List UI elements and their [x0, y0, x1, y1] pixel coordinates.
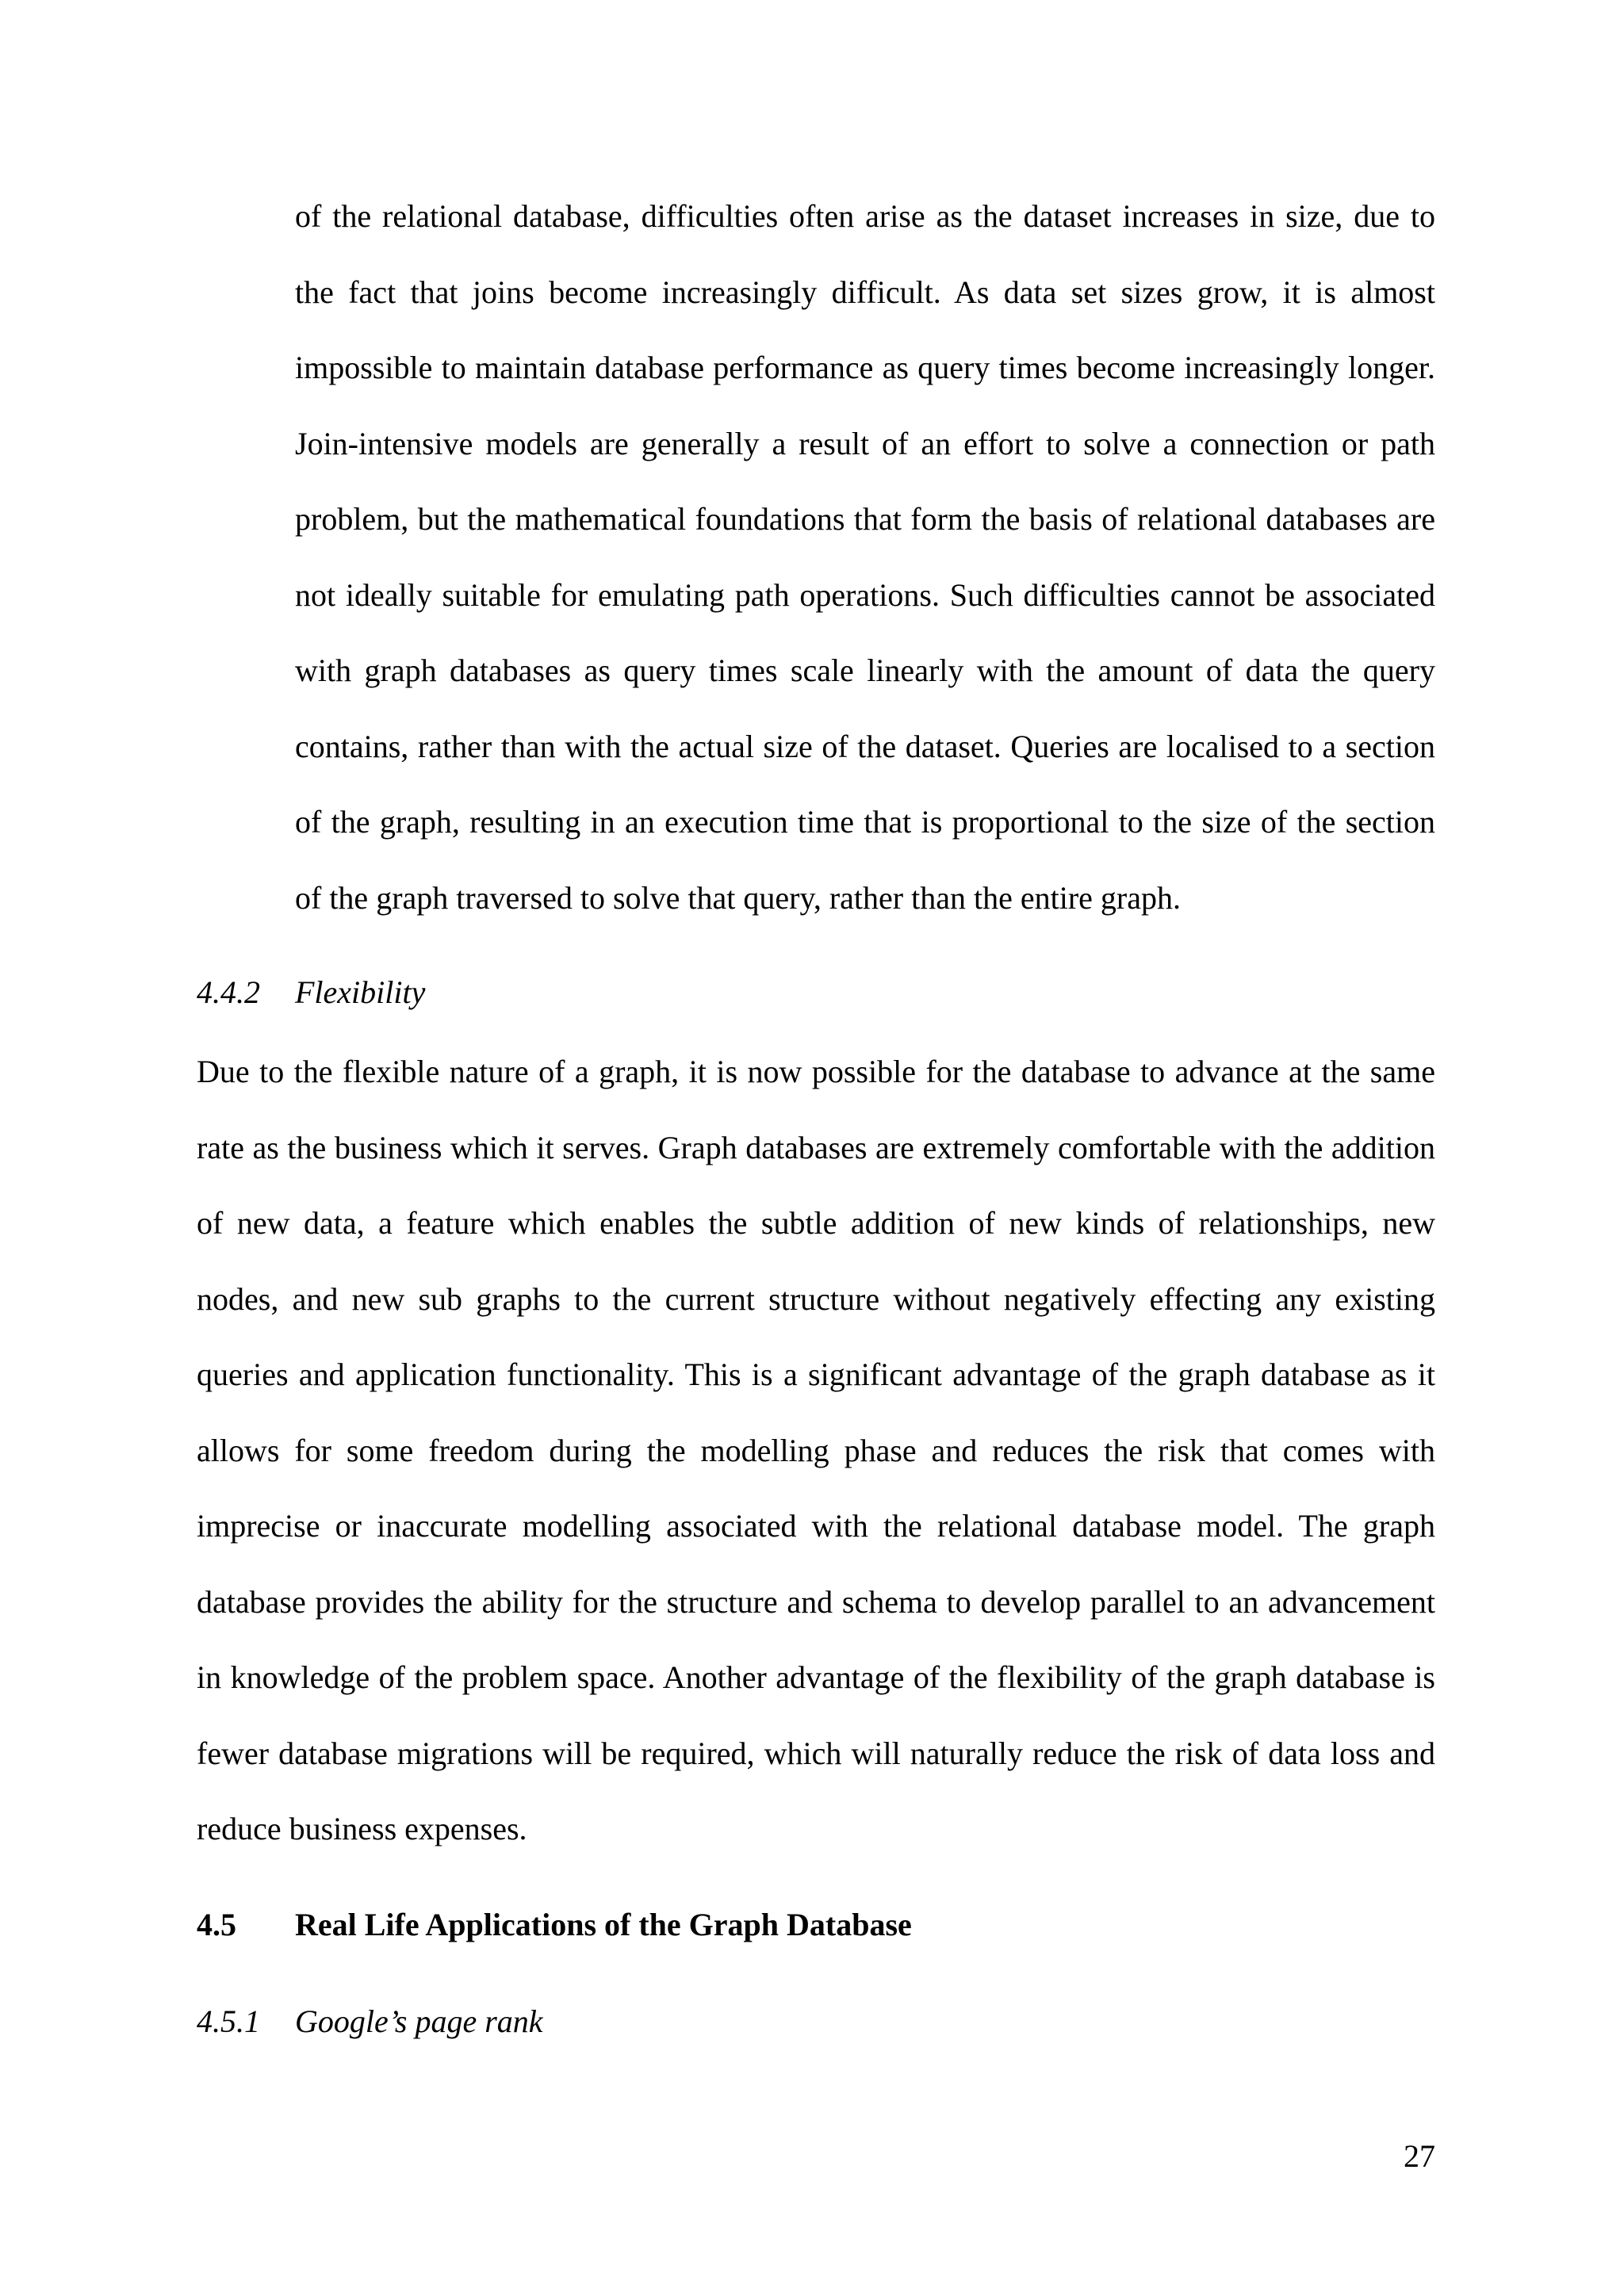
flexibility-paragraph: Due to the flexible nature of a graph, it is now possible for the database to advance at the same rate as the business which it serves. Graph databases are extremely comfortable with the addition of new data, a feature which enables the subtle addition of new kinds of relationships, new nodes, and new sub graphs to the current structure without negatively effecting any existing queries and application functionality. This is a significant advantage of the graph database as it allows for some freedom during the modelling phase and reduces the risk that comes with imprecise or inaccurate modelling associated with the relational database model. The graph database provides the ability for the structure and schema to develop parallel to an advancement in knowledge of the problem space. Another advantage of the flexibility of the graph database is fewer database migrations will be required, which will naturally reduce the risk of data loss and reduce business expenses. [197, 1054, 1435, 1846]
heading-number: 4.4.2 [197, 974, 260, 1010]
page-number: 27 [1404, 2138, 1435, 2174]
continuation-paragraph: of the relational database, difficulties often arise as the dataset increases in size, due to the fact that joins become increasingly difficult. As data set sizes grow, it is almost impossible to maintain database performance as query times become increasingly longer. Join-intensive models are generally a result of an effort to solve a connection or path problem, but the mathematical foundations that form the basis of relational databases are not ideally suitable for emulating path operations. Such difficulties cannot be associated with graph databases as query times scale linearly with the amount of data the query contains, rather than with the actual size of the dataset. Queries are localised to a section of the graph, resulting in an execution time that is proportional to the size of the section of the graph traversed to solve that query, rather than the entire graph. [295, 198, 1435, 916]
heading-4-5 [197, 1901, 912, 1949]
heading-4-5-1 [197, 1998, 543, 2045]
heading-title: Real Life Applications of the Graph Database [295, 1907, 912, 1942]
heading-title: Flexibility [295, 974, 426, 1010]
heading-number: 4.5.1 [197, 2003, 260, 2039]
heading-number: 4.5 [197, 1907, 236, 1942]
heading-4-4-2 [197, 969, 425, 1016]
heading-title: Google’s page rank [295, 2003, 543, 2039]
